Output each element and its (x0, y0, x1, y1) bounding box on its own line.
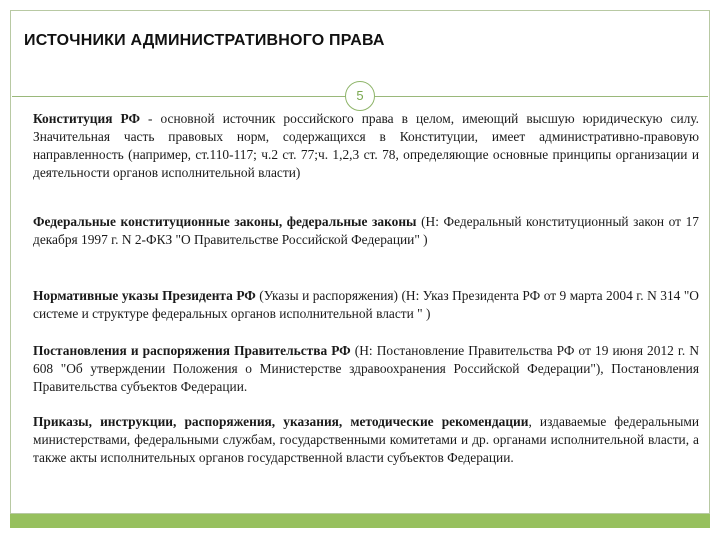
paragraph-federal-laws (33, 213, 699, 249)
paragraph-ministerial-orders (33, 413, 699, 467)
paragraph-text: , издаваемые федеральными министерствами, федеральными службам, государственными комитетами и др. органами исполнительной власти, а также акты исполнительных органов государственной власти субъектов Федерации. (33, 414, 699, 465)
paragraph-heading: Постановления и распоряжения Правительства РФ (33, 343, 351, 358)
paragraph-government-resolutions (33, 342, 699, 396)
paragraph-constitution (33, 110, 699, 182)
paragraph-text: (Указы и распоряжения) (Н: Указ Президента РФ от 9 марта 2004 г. N 314 "О системе и структуре федеральных органов исполнительной власти " ) (33, 288, 699, 321)
bottom-accent-bar (10, 514, 710, 528)
paragraph-heading: Нормативные указы Президента РФ (33, 288, 256, 303)
paragraph-text: - основной источник российского права в целом, имеющий высшую юридическую силу. Значительная часть правовых норм, содержащихся в Конституции, имеет административно-правовую направленность (например, ст.110-117; ч.2 ст. 77;ч. 1,2,3 ст. 78, определяющие основные принципы организации и деятельности органов исполнительной власти) (33, 111, 700, 180)
page-number-badge: 5 (345, 81, 375, 111)
slide-title: ИСТОЧНИКИ АДМИНИСТРАТИВНОГО ПРАВА (24, 32, 385, 49)
paragraph-heading: Приказы, инструкции, распоряжения, указания, методические рекомендации (33, 414, 529, 429)
paragraph-text: (Н: Постановление Правительства РФ от 19 июня 2012 г. N 608 "Об утверждении Положения о Министерстве здравоохранения Российской Федерации"), Постановления Правительства субъектов Федерации. (33, 343, 700, 394)
paragraph-text: (Н: Федеральный конституционный закон от 17 декабря 1997 г. N 2-ФКЗ "О Правительстве Российской Федерации" ) (33, 214, 699, 247)
paragraph-heading: Конституция РФ (33, 111, 140, 126)
paragraph-heading: Федеральные конституционные законы, федеральные законы (33, 214, 417, 229)
paragraph-presidential-decrees (33, 287, 699, 323)
